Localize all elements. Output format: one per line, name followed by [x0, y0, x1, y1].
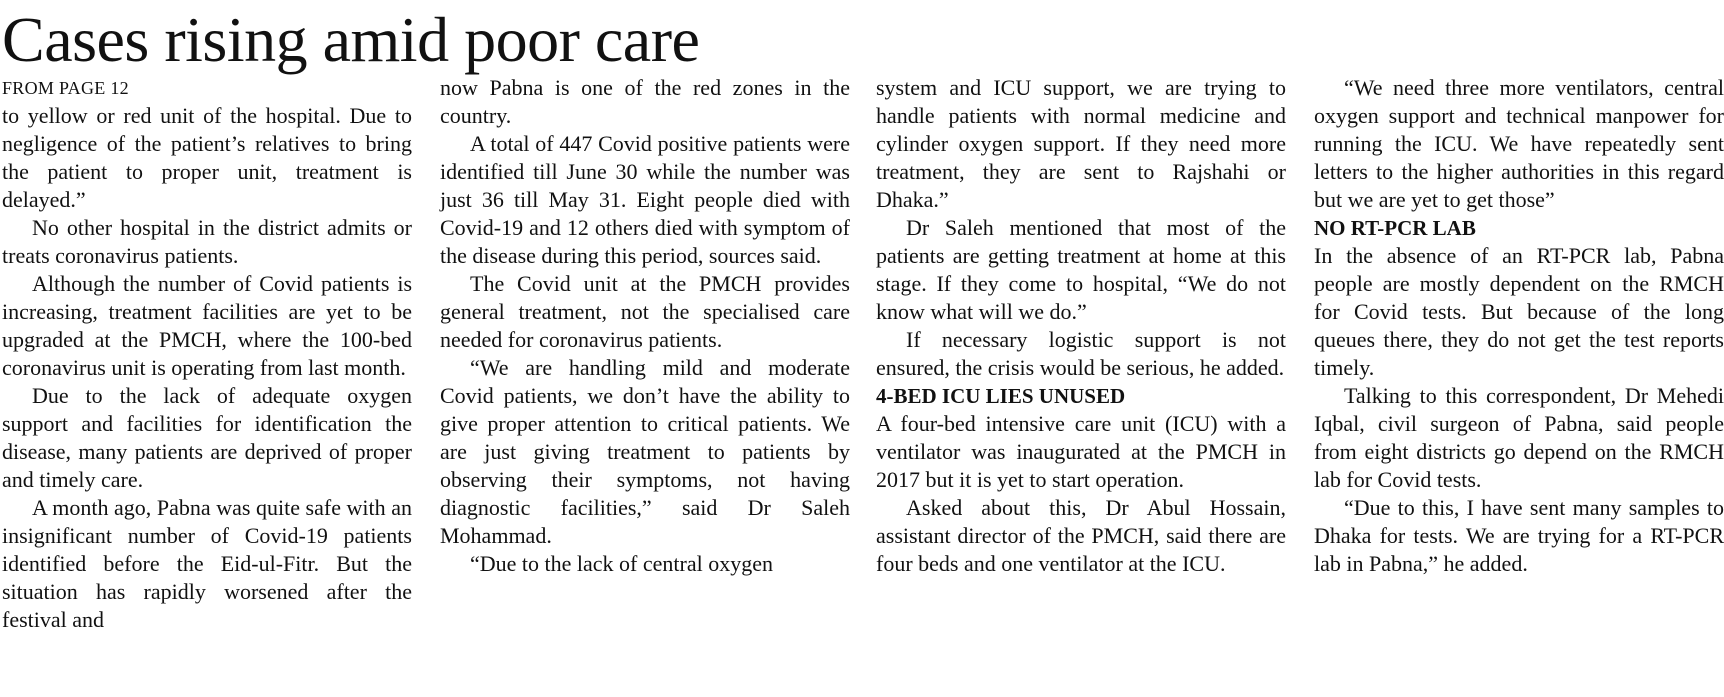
article-column-2 [440, 74, 850, 578]
article-paragraph: Talking to this correspondent, Dr Mehedi Iqbal, civil surgeon of Pabna, said people from eight districts go depend on the RMCH lab for Covid tests. [1314, 383, 1724, 492]
article-column-1 [2, 74, 412, 634]
article-paragraph: now Pabna is one of the red zones in the country. [440, 75, 850, 128]
article-paragraph: Although the number of Covid patients is increasing, treatment facilities are yet to be upgraded at the PMCH, where the 100-bed coronavirus unit is operating from last month. [2, 271, 412, 380]
article-paragraph: A four-bed intensive care unit (ICU) with a ventilator was inaugurated at the PMCH in 2017 but it is yet to start operation. [876, 411, 1286, 492]
dateline: FROM PAGE 12 [2, 78, 129, 98]
article-paragraph: No other hospital in the district admits or treats coronavirus patients. [2, 215, 412, 268]
section-subhead: 4-BED ICU LIES UNUSED [876, 384, 1126, 408]
article-paragraph: “Due to the lack of central oxygen [470, 551, 773, 576]
article-paragraph: In the absence of an RT-PCR lab, Pabna people are mostly dependent on the RMCH for Covid tests. But because of the long queues there, they do not get the test reports timely. [1314, 243, 1724, 380]
article-paragraph: If necessary logistic support is not ensured, the crisis would be serious, he added. [876, 327, 1286, 380]
article-paragraph: Due to the lack of adequate oxygen support and facilities for identification the disease, many patients are deprived of proper and timely care. [2, 383, 412, 492]
article-paragraph: Asked about this, Dr Abul Hossain, assistant director of the PMCH, said there are four beds and one ventilator at the ICU. [876, 495, 1286, 576]
section-subhead: NO RT-PCR LAB [1314, 216, 1476, 240]
article-paragraph: A month ago, Pabna was quite safe with an insignificant number of Covid-19 patients identified before the Eid-ul-Fitr. But the situation has rapidly worsened after the festival and [2, 495, 412, 632]
article-paragraph: to yellow or red unit of the hospital. Due to negligence of the patient’s relatives to bring the patient to proper unit, treatment is delayed.” [2, 103, 412, 212]
article-paragraph: system and ICU support, we are trying to handle patients with normal medicine and cylinder oxygen support. If they need more treatment, they are sent to Rajshahi or Dhaka.” [876, 75, 1286, 212]
article-column-4 [1314, 74, 1724, 578]
headline: Cases rising amid poor care [2, 4, 700, 75]
article-paragraph: Dr Saleh mentioned that most of the patients are getting treatment at home at this stage. If they come to hospital, “We do not know what will we do.” [876, 215, 1286, 324]
article-paragraph: A total of 447 Covid positive patients were identified till June 30 while the number was just 36 till May 31. Eight people died with Covid-19 and 12 others died with symptom of the disease during this period, sources said. [440, 131, 850, 268]
article-paragraph: “Due to this, I have sent many samples to Dhaka for tests. We are trying for a RT-PCR lab in Pabna,” he added. [1314, 495, 1724, 576]
article-column-3 [876, 74, 1286, 578]
article-paragraph: “We need three more ventilators, central oxygen support and technical manpower for running the ICU. We have repeatedly sent letters to the higher authorities in this regard but we are yet to get those” [1314, 75, 1724, 212]
article-paragraph: The Covid unit at the PMCH provides general treatment, not the specialised care needed for coronavirus patients. [440, 271, 850, 352]
article-paragraph: “We are handling mild and moderate Covid patients, we don’t have the ability to give proper attention to critical patients. We are just giving treatment to patients by observing their symptoms, not having diagnostic facilities,” said Dr Saleh Mohammad. [440, 355, 850, 548]
